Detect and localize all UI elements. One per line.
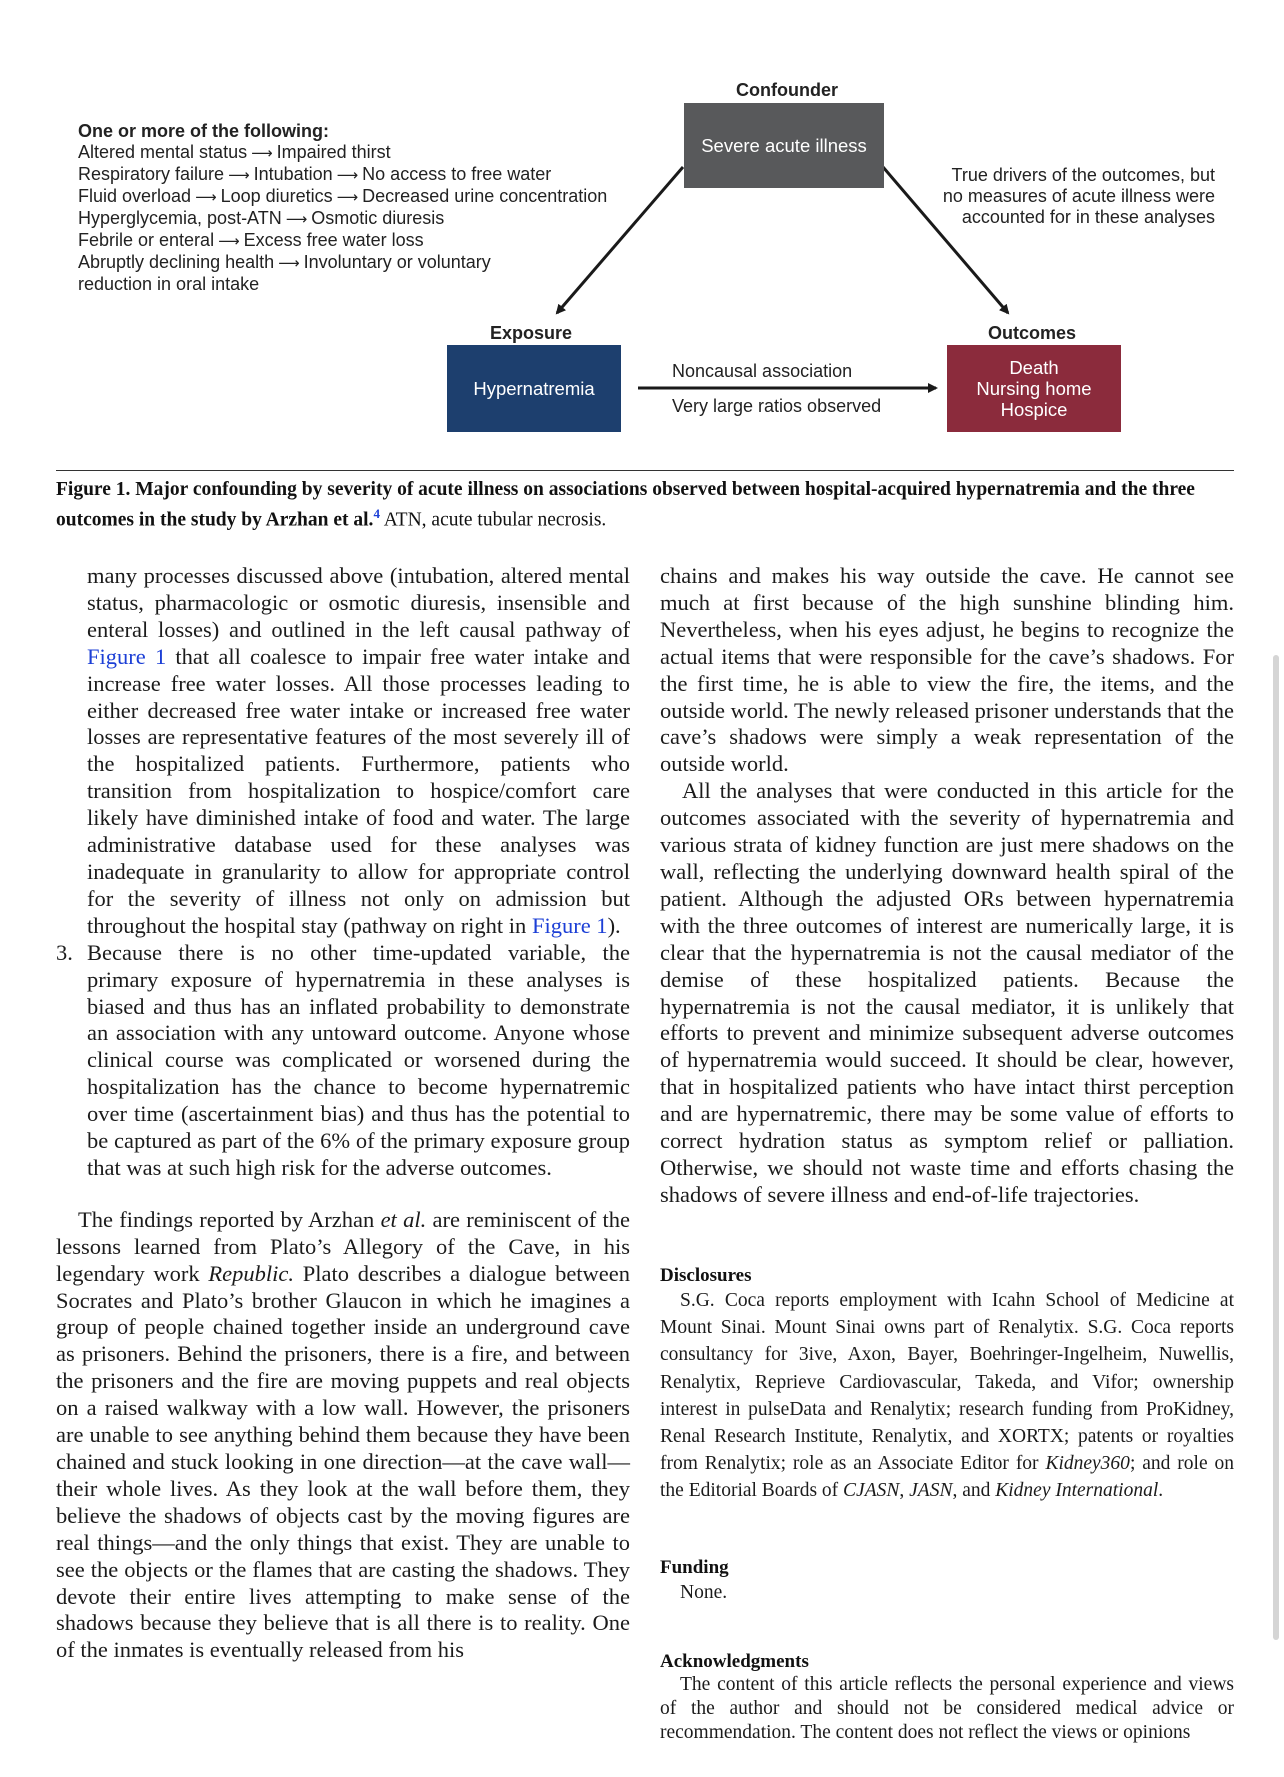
left-column	[56, 563, 630, 1664]
body-text-italic: Kidney360	[1045, 1453, 1130, 1475]
arrow-right-icon: ⟶	[251, 145, 273, 162]
body-text-italic: JASN	[909, 1480, 953, 1502]
figure-1	[0, 0, 1284, 460]
figure-caption	[56, 478, 1236, 533]
exposure-heading: Exposure	[490, 323, 573, 343]
arrow-right-icon: ⟶	[218, 233, 240, 250]
outcome-label: Nursing home	[976, 378, 1092, 399]
disclosures-heading: Disclosures	[660, 1265, 752, 1286]
body-text: .	[1158, 1480, 1164, 1502]
arrow-right-icon: ⟶	[278, 255, 300, 272]
funding-text: None.	[680, 1582, 728, 1603]
exposure-box-label: Hypernatremia	[473, 378, 595, 399]
outcome-label: Death	[1009, 357, 1059, 378]
association-top-label: Noncausal association	[672, 361, 853, 381]
body-text-italic: Republic.	[208, 1260, 295, 1286]
left-list-term: reduction in oral intake	[78, 274, 260, 294]
body-text-italic: Kidney International	[995, 1480, 1159, 1502]
left-list-row	[78, 274, 607, 295]
association-bottom-label: Very large ratios observed	[672, 396, 882, 416]
left-list-term: Hyperglycemia, post-ATN	[78, 208, 282, 228]
arrow-right-icon: ⟶	[195, 189, 217, 206]
list-item-2-continuation	[56, 563, 630, 940]
arrow-right-icon: ⟶	[228, 167, 250, 184]
left-list-term: Decreased urine concentration	[362, 186, 608, 206]
body-text: S.G. Coca reports employment with Icahn School of Medicine at Mount Sinai. Mount Sinai owns part of Renalytix. S.G. Coca reports consultancy for 3ive, Axon, Bayer, Boehringer-Ingelheim, Nuwellis, Renalytix, Reprieve Cardiovascular, Takeda, and Vifor; ownership interest in pulseData and Renalytix; research funding from ProKidney, Renal Research Institute, Renalytix, and XORTX; patents or royalties from Renalytix; role as an Associate Editor for	[660, 1290, 1234, 1475]
figure-1-link[interactable]: Figure 1	[87, 643, 167, 669]
left-list-term: Excess free water loss	[243, 230, 424, 250]
left-list-row	[78, 186, 607, 208]
left-list-term: Osmotic diuresis	[311, 208, 445, 228]
caption-label: Figure 1.	[56, 479, 131, 500]
right-note-line: True drivers of the outcomes, but	[951, 165, 1215, 185]
left-list-row	[78, 164, 607, 186]
arrow-right-icon: ⟶	[285, 211, 308, 228]
caption-rule	[56, 470, 1234, 471]
body-paragraph	[56, 1207, 630, 1664]
left-causal-list	[78, 121, 607, 295]
vertical-scrollbar[interactable]	[1273, 655, 1279, 1640]
arrow-right-icon: ⟶	[336, 189, 359, 206]
caption-rest: ATN, acute tubular necrosis.	[383, 509, 607, 531]
left-list-term: Febrile or enteral	[78, 230, 215, 250]
body-text: Because there is no other time-updated variable, the primary exposure of hypernatremia in these analyses is biased and thus has an inflated probability to demonstrate an association with any untoward outcome. Anyone whose clinical course was complicated or worsened during the hospitalization has the chance to become hypernatremic over time (ascertainment bias) and thus has the potential to be captured as part of the 6% of the primary exposure group that was at such high risk for the adverse outcomes.	[87, 939, 630, 1180]
body-text: ; and role on the Editorial Boards of	[660, 1453, 1234, 1502]
body-text-italic: et al.	[380, 1206, 427, 1232]
acknowledgments-text: The content of this article reflects the personal experience and views of the author and should not be considered medical advice or recommendation. The content does not reflect the views or opinions	[660, 1674, 1234, 1743]
confounder-box-label: Severe acute illness	[701, 135, 867, 156]
left-list-term: Respiratory failure	[78, 164, 225, 184]
left-list-term: Fluid overload	[78, 186, 192, 206]
caption-reference[interactable]: 4	[373, 506, 380, 521]
left-list-term: Impaired thirst	[276, 142, 391, 162]
list-number: 3.	[56, 939, 73, 965]
outcome-label: Hospice	[1000, 399, 1068, 420]
left-list-term: Abruptly declining health	[78, 252, 275, 272]
body-text: many processes discussed above (intubation, altered mental status, pharmacologic or osmotic diuresis, insensible and enteral losses) and outlined in the left causal pathway of	[87, 563, 630, 642]
outcomes-heading: Outcomes	[988, 323, 1077, 343]
right-note-line: accounted for in these analyses	[961, 207, 1215, 227]
confounder-heading: Confounder	[736, 80, 838, 100]
caption-bold-text: Major confounding by severity of acute illness on associations observed between hospital-acquired hypernatremia and the three outcomes in the study by Arzhan et al.	[56, 479, 1195, 531]
right-column	[660, 563, 1234, 1209]
body-paragraph: All the analyses that were conducted in this article for the outcomes associated with the severity of hypernatremia and various strata of kidney function are just mere shadows on the wall, reflecting the underlying downward health spiral of the patient. Although the adjusted ORs between hypernatremia with the three outcomes of interest are numerically large, it is clear that the hypernatremia is not the causal mediator of the demise of these hospitalized patients. Because the hypernatremia is not the causal mediator, it is unlikely that efforts to prevent and minimize subsequent adverse outcomes of hypernatremia would succeed. It should be clear, however, that in hospitalized patients who have intact thirst perception and are hypernatremic, there may be some value of efforts to correct hydration status as symptom relief or palliation. Otherwise, we should not waste time and efforts chasing the shadows of severe illness and end-of-life trajectories.	[660, 778, 1234, 1207]
body-text: are reminiscent of the lessons learned from Plato’s Allegory of the Cave, in his legendary work	[56, 1206, 630, 1286]
body-paragraph: chains and makes his way outside the cave. He cannot see much at first because of the high sunshine blinding him. Nevertheless, when his eyes adjust, he begins to recognize the actual items that were responsible for the cave’s shadows. For the first time, he is able to view the fire, the items, and the outside world. The newly released prisoner understands that the cave’s shadows were simply a weak representation of the outside world.	[660, 563, 1234, 777]
left-list-row	[78, 230, 607, 252]
left-list-row	[78, 142, 607, 164]
disclosures-text	[660, 1287, 1234, 1505]
acknowledgments-heading: Acknowledgments	[660, 1651, 809, 1672]
body-text-italic: CJASN	[843, 1480, 900, 1502]
funding-heading: Funding	[660, 1557, 729, 1578]
list-item-3	[56, 940, 630, 1182]
exposure-box	[447, 345, 621, 432]
body-text: ,	[899, 1480, 905, 1502]
figure-1-link[interactable]: Figure 1	[531, 912, 608, 938]
left-list-heading: One or more of the following:	[78, 121, 329, 141]
left-list-term: Intubation	[253, 164, 333, 184]
body-text: that all coalesce to impair free water intake and increase free water losses. All those processes leading to either decreased free water intake or increased free water losses are representative features of the most severely ill of the hospitalized patients. Furthermore, patients who transition from hospitalization to hospice/comfort care likely have diminished intake of food and water. The large administrative database used for these analyses was inadequate in granularity to allow for appropriate control for the severity of illness not only on admission but throughout the hospital stay (pathway on right in	[87, 643, 631, 938]
body-text: , and	[952, 1480, 991, 1502]
left-list-term: No access to free water	[362, 164, 552, 184]
left-list-row	[78, 252, 607, 274]
left-list-term: Altered mental status	[78, 142, 248, 162]
body-text: The findings reported by Arzhan	[78, 1206, 375, 1232]
confounder-box	[684, 103, 884, 188]
left-list-row	[78, 208, 607, 230]
left-list-term: Loop diuretics	[220, 186, 333, 206]
arrow-right-icon: ⟶	[336, 167, 359, 184]
outcomes-box	[947, 345, 1121, 432]
body-text: ).	[607, 912, 621, 938]
left-list-term: Involuntary or voluntary	[303, 252, 491, 272]
right-note-line: no measures of acute illness were	[942, 186, 1215, 206]
right-note	[925, 165, 1215, 228]
body-text: Plato describes a dialogue between Socrates and Plato’s brother Glaucon in which he imagines a group of people chained together inside an underground cave as prisoners. Behind the prisoners, there is a fire, and between the prisoners and the fire are moving puppets and real objects on a raised walkway with a low wall. However, the prisoners are unable to see anything behind them because they have been chained and stuck looking in one direction—at the cave wall—their whole lives. As they look at the wall before them, they believe the shadows of objects cast by the moving figures are real things—and the only things that exist. They are unable to see the objects or the flames that are casting the shadows. They devote their entire lives attempting to make sense of the shadows because they believe that is all there is to reality. One of the inmates is eventually released from his	[56, 1260, 631, 1663]
